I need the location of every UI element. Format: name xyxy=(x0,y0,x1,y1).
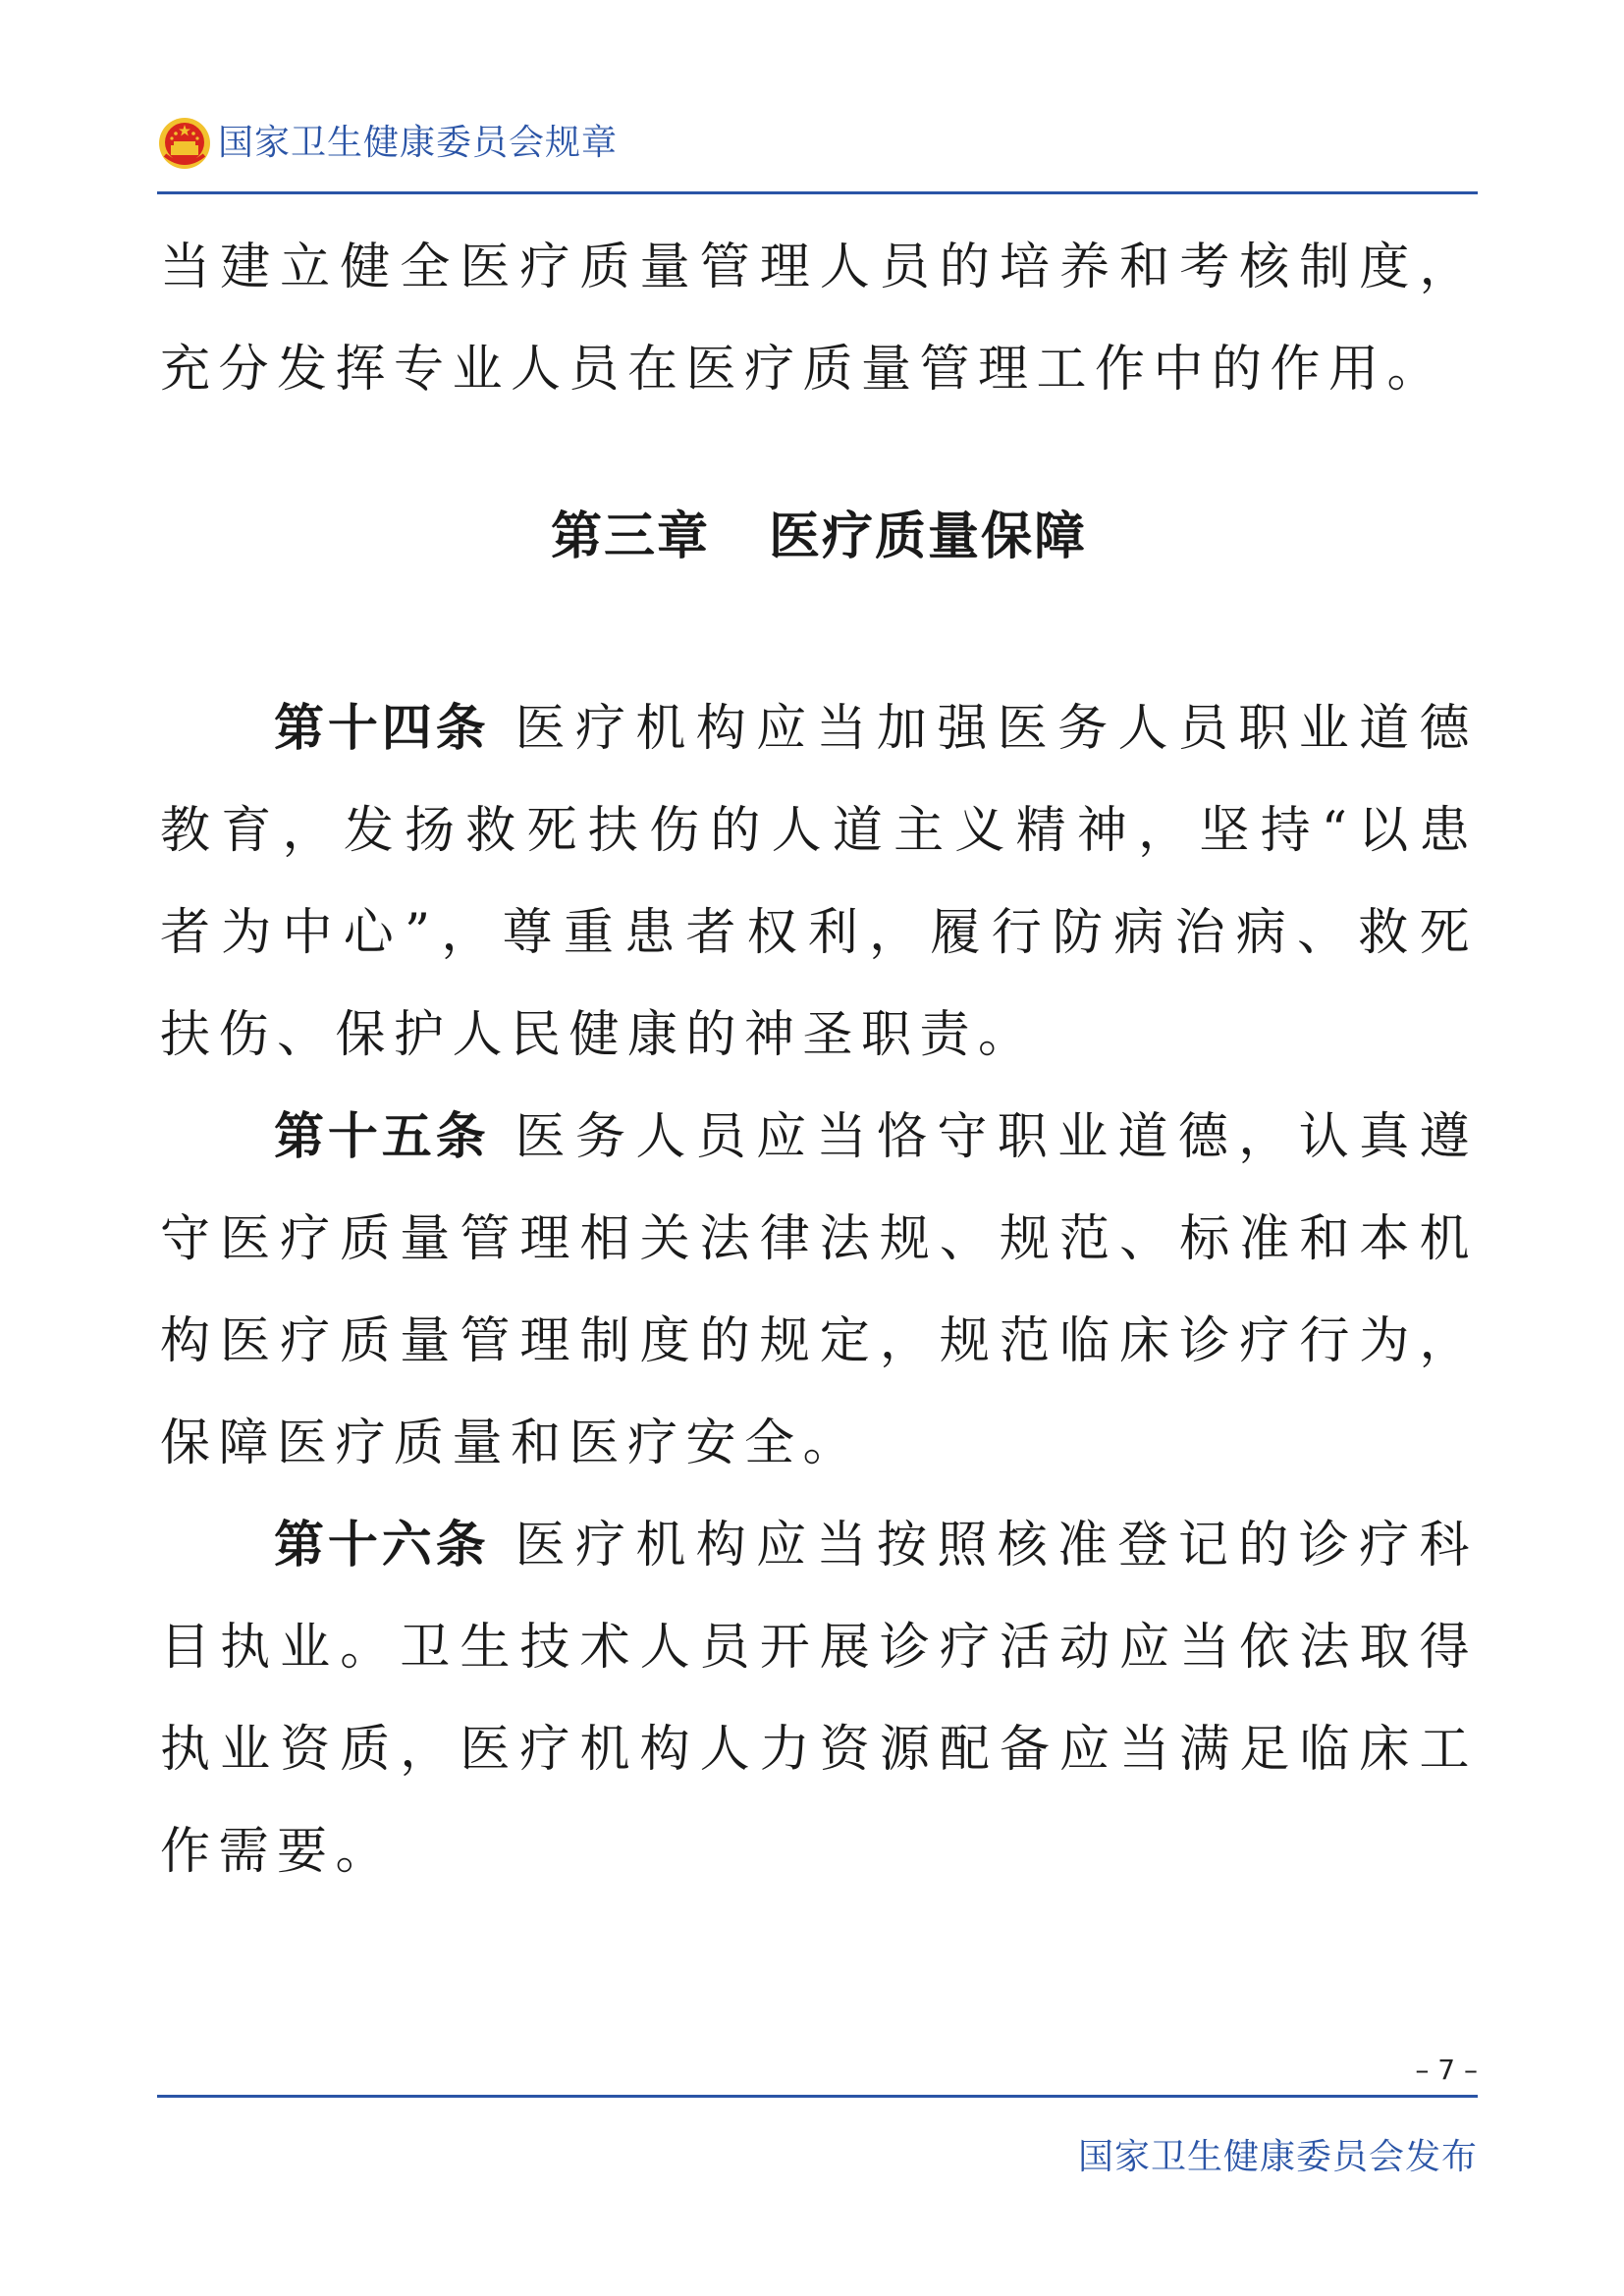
chapter-title: 医疗质量保障 xyxy=(769,507,1088,566)
article-16-title: 第十六条 xyxy=(274,1517,490,1575)
footer-publisher: 国家卫生健康委员会发布 xyxy=(1077,2137,1478,2177)
article-16 xyxy=(160,1495,1478,1903)
article-14-text: 医疗机构应当加强医务人员职业道德教育，发扬救死扶伤的人道主义精神，坚持“以患者为中心”，尊重患者权利，履行防病治病、救死扶伤、保护人民健康的神圣职责。 xyxy=(160,700,1478,1064)
article-16-text: 医疗机构应当按照核准登记的诊疗科目执业。卫生技术人员开展诊疗活动应当依法取得执业资质，医疗机构人力资源配备应当满足临床工作需要。 xyxy=(160,1517,1478,1881)
document-body xyxy=(160,217,1478,1903)
article-15-text: 医务人员应当恪守职业道德，认真遵守医疗质量管理相关法律法规、规范、标准和本机构医疗质量管理制度的规定，规范临床诊疗行为，保障医疗质量和医疗安全。 xyxy=(160,1108,1478,1472)
header-title: 国家卫生健康委员会规章 xyxy=(218,123,619,163)
national-emblem-icon xyxy=(157,116,212,171)
continuation-paragraph: 当建立健全医疗质量管理人员的培养和考核制度，充分发挥专业人员在医疗质量管理工作中的作用。 xyxy=(160,239,1478,399)
document-header xyxy=(157,110,1478,179)
article-14-title: 第十四条 xyxy=(274,700,490,758)
article-15 xyxy=(160,1087,1478,1495)
chapter-heading xyxy=(160,486,1478,588)
page-number: – 7 – xyxy=(1415,2054,1478,2086)
chapter-number: 第三章 xyxy=(550,507,710,566)
header-divider xyxy=(157,191,1478,194)
footer-divider xyxy=(157,2095,1478,2098)
article-14 xyxy=(160,678,1478,1087)
article-15-title: 第十五条 xyxy=(274,1108,490,1166)
